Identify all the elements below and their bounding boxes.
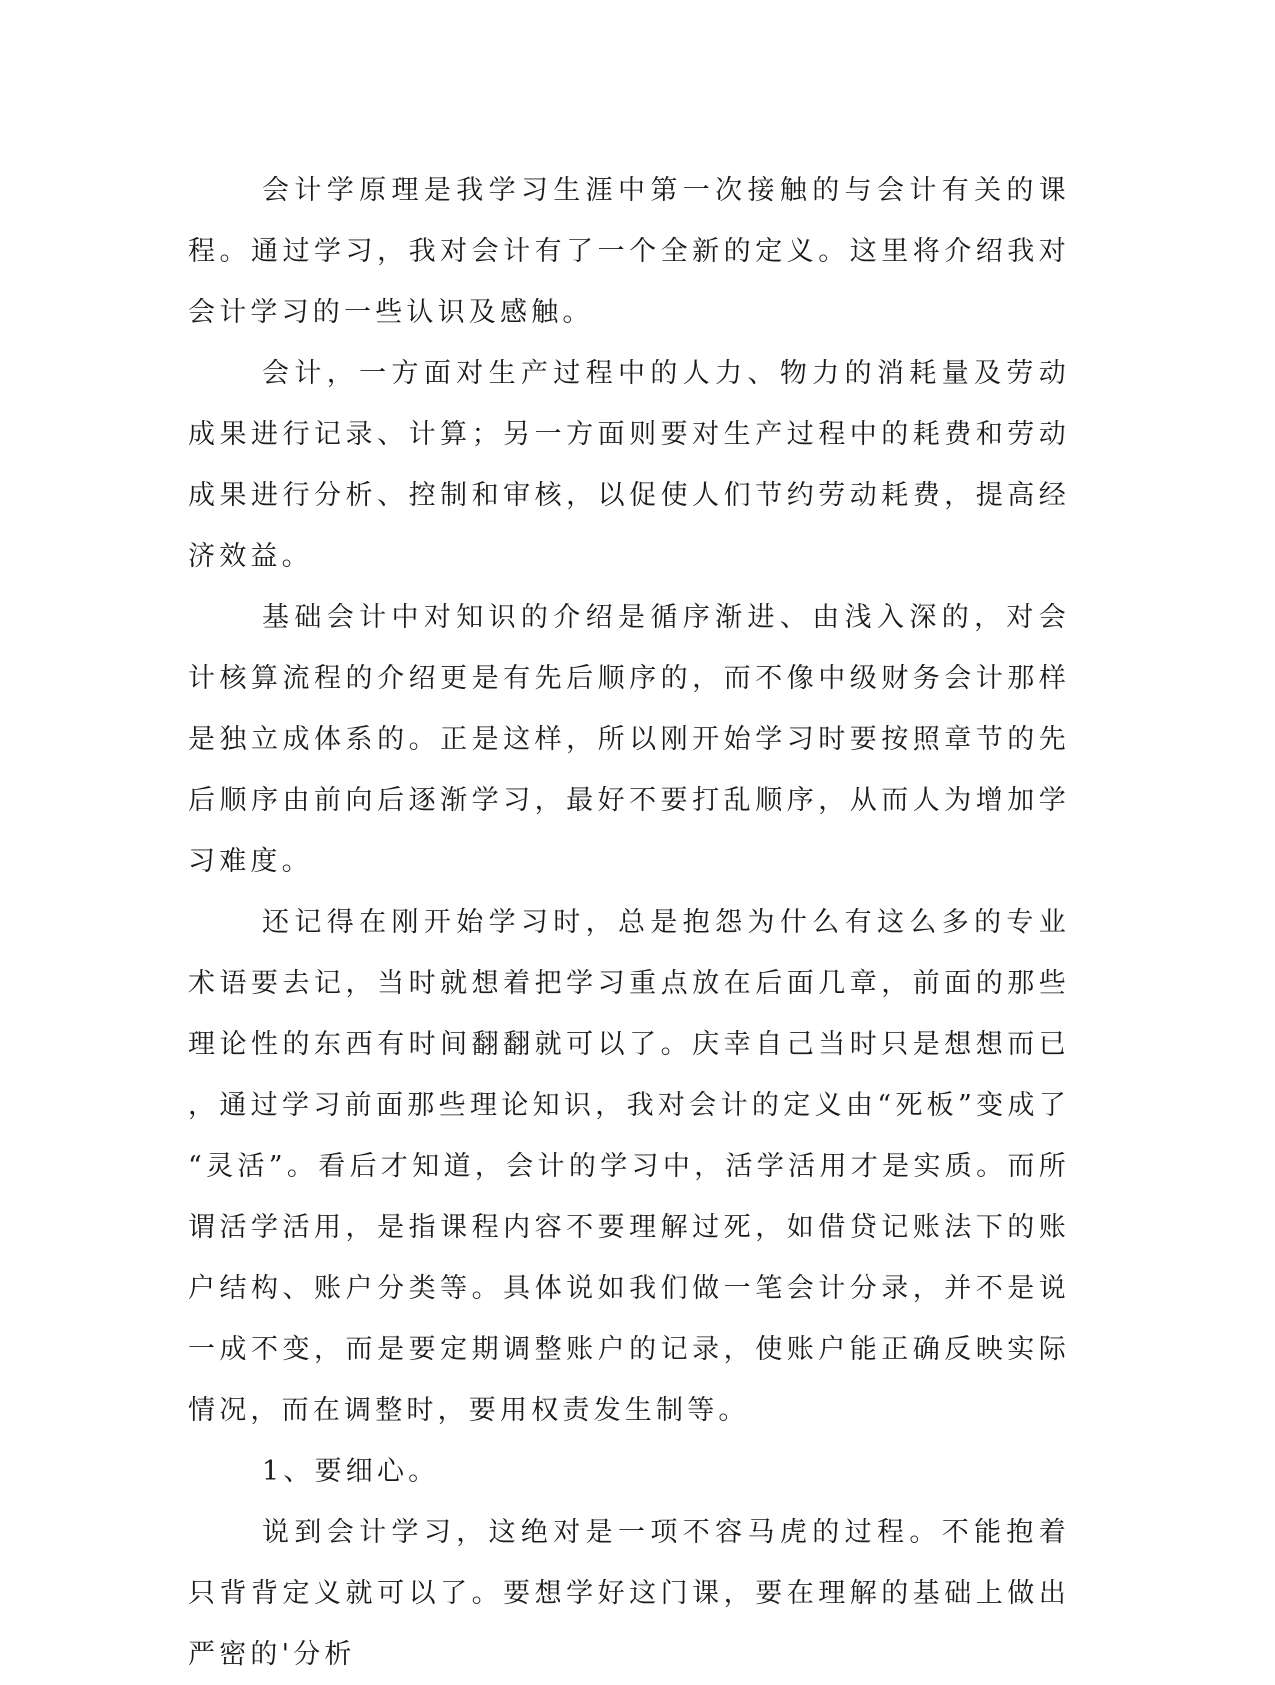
- paragraph-point-careful: 1、要细心。: [262, 1456, 440, 1487]
- paragraph-learning-experience: 还记得在刚开始学习时，总是抱怨为什么有这么多的专业术语要去记，当时就想着把学习重点放在后面几章，前面的那些理论性的东西有时间翻翻就可以了。庆幸自己当时只是想想而已，通过学习前面那些理论知识，我对会计的定义由“死板”变成了“灵活”。看后才知道，会计的学习中，活学活用才是实质。而所谓活学活用，是指课程内容不要理解过死，如借贷记账法下的账户结构、账户分类等。具体说如我们做一笔会计分录，并不是说一成不变，而是要定期调整账户的记录，使账户能正确反映实际情况，而在调整时，要用权责发生制等。: [188, 907, 1070, 1426]
- paragraph-basic-accounting: 基础会计中对知识的介绍是循序渐进、由浅入深的，对会计核算流程的介绍更是有先后顺序的，而不像中级财务会计那样是独立成体系的。正是这样，所以刚开始学习时要按照章节的先后顺序由前向后逐渐学习，最好不要打乱顺序，从而人为增加学习难度。: [188, 602, 1070, 877]
- paragraph-intro: 会计学原理是我学习生涯中第一次接触的与会计有关的课程。通过学习，我对会计有了一个全新的定义。这里将介绍我对会计学习的一些认识及感触。: [188, 175, 1070, 328]
- paragraph-careful-detail: 说到会计学习，这绝对是一项不容马虎的过程。不能抱着只背背定义就可以了。要想学好这门课，要在理解的基础上做出严密的'分析: [188, 1517, 1070, 1670]
- document-body: [188, 160, 1070, 1685]
- paragraph-accounting-definition: 会计，一方面对生产过程中的人力、物力的消耗量及劳动成果进行记录、计算；另一方面则要对生产过程中的耗费和劳动成果进行分析、控制和审核，以促使人们节约劳动耗费，提高经济效益。: [188, 358, 1070, 572]
